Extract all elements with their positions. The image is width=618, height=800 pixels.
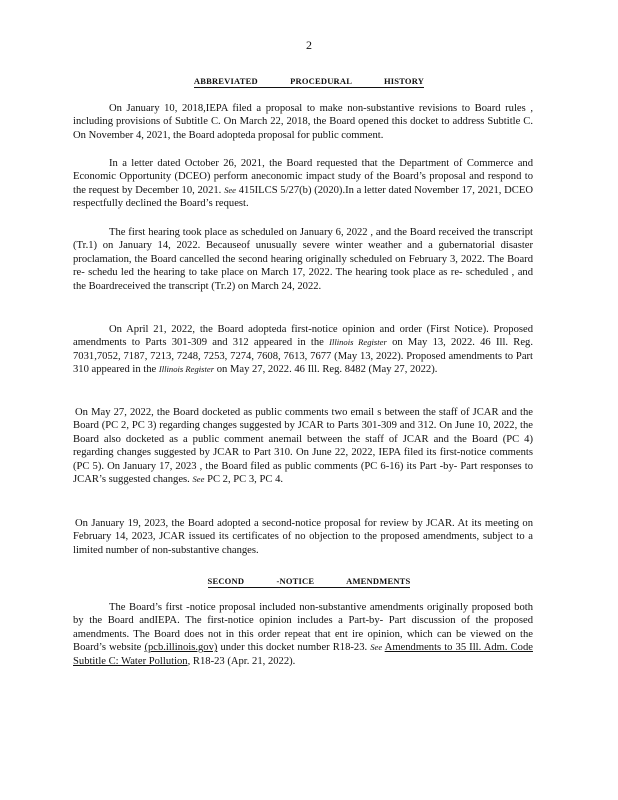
paragraph-2-see: See <box>224 184 236 195</box>
heading-procedural-history <box>0 76 618 88</box>
paragraph-4 <box>73 323 533 377</box>
paragraph-7-text-b: under this docket number R18-23. <box>220 642 368 654</box>
page-number: 2 <box>306 38 312 52</box>
paragraph-5-text-b: PC 2, PC 3, PC 4. <box>207 474 284 486</box>
paragraph-5-text-a: On May 27, 2022, the Board docketed as public comments two email s between the staff of JCAR and the Board (PC 2, PC 3) regarding changes suggested by JCAR to Parts 301-309 and 312. On June 10, 2022, the Board also docketed as a public comment anemail between the staff of JCAR and the Board (PC 4) regarding changes suggested by JCAR to Part 310. On June 22, 2022, IEPA filed its first-notice comments (PC 5). On January 17, 2023 , the Board filed as public comments (PC 6-16) its Part -by- Part responses to JCAR’s suggested changes. <box>73 407 533 486</box>
board-website-link[interactable]: (pcb.illinois.gov) <box>144 642 218 654</box>
paragraph-4-text-a: On April 21, 2022, the Board adopteda first-notice opinion and order (First Notice). Proposed amendments to Parts 301-309 and 312 appeared in the <box>73 324 533 349</box>
paragraph-2-text-b: 415ILCS 5/27(b) (2020).In a letter dated November 17, 2021, DCEO respectfully declined the Board’s request. <box>73 184 533 210</box>
paragraph-4-register-1: Illinois Register <box>329 337 387 348</box>
heading-second-notice <box>0 576 618 588</box>
citation-title: Amendments to 35 Ill. Adm. Code Subtitle C: Water Pollution <box>73 642 533 667</box>
paragraph-5-see: See <box>192 474 205 485</box>
paragraph-7-see: See <box>370 642 383 653</box>
paragraph-3: The first hearing took place as scheduled on January 6, 2022 , and the Board received the transcript (Tr.1) on January 14, 2022. Becauseof unusually severe winter weather and a gubernatorial disaster proclamation, the Board cancelled the second hearing originally scheduled on February 3, 2022. The Board re- schedu led the hearing to take place on March 17, 2022. The hearing took place as re- scheduled , and the Boardreceived the transcript (Tr.2) on March 24, 2022. <box>73 227 533 292</box>
paragraph-4-register-2: Illinois Register <box>158 364 215 375</box>
heading-second-notice-text: SECOND -NOTICE AMENDMENTS <box>207 576 411 586</box>
paragraph-1: On January 10, 2018,IEPA filed a proposal to make non-substantive revisions to Board rules , including provisions of Subtitle C. On March 22, 2018, the Board opened this docket to address Subtitle C. On November 4, 2021, the Board adopteda proposal for public comment. <box>73 103 533 141</box>
paragraph-6: On January 19, 2023, the Board adopted a second-notice proposal for review by JCAR. At its meeting on February 14, 2023, JCAR issued its certificates of no objection to the proposed amendments, subject to a limited number of non-substantive changes. <box>73 518 533 556</box>
paragraph-7-text-a: The Board’s first -notice proposal included non-substantive amendments originally proposed both by the Board andIEPA. The first-notice opinion includes a Part-by- Part discussion of the proposed amendments. The Board does not in this order repeat that ent ire opinion, which can be viewed on the Board’s website <box>73 602 533 654</box>
paragraph-2 <box>73 157 533 211</box>
paragraph-5 <box>73 406 533 486</box>
paragraph-4-text-b: on May 13, 2022. 46 Ill. Reg. 7031,7052, 7187, 7213, 7248, 7253, 7274, 7608, 7613, 7677 (May 13, 2022). Proposed amendments to Part 310 appeared in the <box>73 337 533 376</box>
heading-procedural-history-text: ABBREVIATED PROCEDURAL HISTORY <box>193 76 425 86</box>
paragraph-2-text-a: In a letter dated October 26, 2021, the Board requested that the Department of Commerce and Economic Opportunity (DCEO) perform aneconomic impact study of the Board’s proposal and respond to the request by December 10, 2021. <box>73 158 533 196</box>
paragraph-7-text-c: , R18-23 (Apr. 21, 2022). <box>187 655 296 667</box>
paragraph-7 <box>73 601 533 668</box>
paragraph-4-text-c: on May 27, 2022. 46 Ill. Reg. 8482 (May 27, 2022). <box>216 364 438 376</box>
